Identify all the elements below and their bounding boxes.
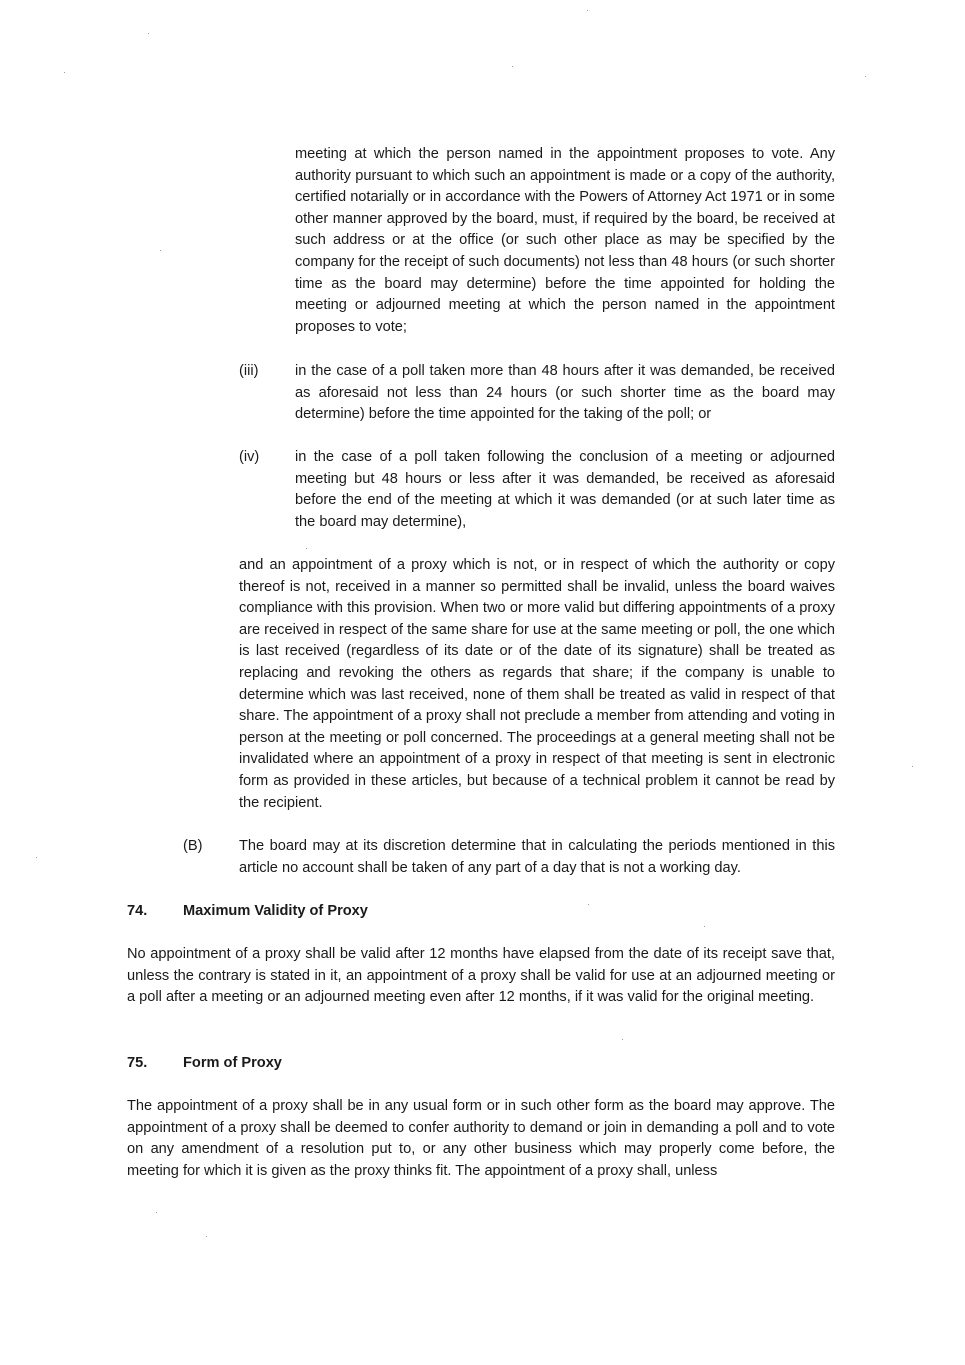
sub-clause-text-b: The board may at its discretion determine that in calculating the periods mentioned in this article no account shall be taken of any part of a day that is not a working day. (239, 838, 835, 876)
section-75-title: Form of Proxy (183, 1055, 282, 1071)
item-text-iv: in the case of a poll taken following the conclusion of a meeting or adjourned meeting but 48 hours or less after it was demanded, be received as aforesaid before the end of the meeting at which it was demanded (or at such later time as the board may determine), (295, 449, 835, 530)
scan-speck (622, 1039, 623, 1040)
scan-speck (160, 250, 161, 251)
closing-paragraph: and an appointment of a proxy which is not, or in respect of which the authority or copy thereof is not, received in a manner so permitted shall be invalid, unless the board waives compliance with this provision. When two or more valid but differing appointments of a proxy are received in respect of the same share for use at the same meeting or poll, the one which is last received (regardless of its date or of the date of its signature) shall be treated as replacing and revoking the others as regards that share; if the company is unable to determine which was last received, none of them shall be treated as valid in respect of that share. The appointment of a proxy shall not preclude a member from attending and voting in person at the meeting or poll concerned. The proceedings at a general meeting shall not be invalidated where an appointment of a proxy in respect of that meeting is sent in electronic form as provided in these articles, but because of a technical problem it cannot be read by the recipient. (239, 557, 835, 811)
section-75-number: 75. (127, 1055, 148, 1071)
section-74-number: 74. (127, 903, 148, 919)
item-label-iv: (iv) (239, 449, 260, 465)
scan-speck (36, 857, 37, 858)
scan-speck (306, 548, 307, 549)
scan-speck (865, 76, 866, 77)
continuation-paragraph: meeting at which the person named in the appointment proposes to vote. Any authority pursuant to which such an appointment is made or a copy of the authority, certified notarially or in accordance with the Powers of Attorney Act 1971 or in some other manner approved by the board, must, if required by the board, be received at such address or at the office (or such other place as may be specified by the company for the receipt of such documents) not less than 48 hours (or such shorter time as the board may determine) before the time appointed for holding the meeting or adjourned meeting at which the person named in the appointment proposes to vote; (295, 146, 835, 335)
scan-speck (148, 33, 149, 34)
scan-speck (156, 1212, 157, 1213)
section-74-body: No appointment of a proxy shall be valid after 12 months have elapsed from the date of its receipt save that, unless the contrary is stated in it, an appointment of a proxy shall be valid for use at an adjourned meeting or a poll after a meeting or an adjourned meeting even after 12 months, if it was valid for the original meeting. (127, 946, 835, 1006)
scan-speck (64, 72, 65, 73)
item-label-iii: (iii) (239, 363, 259, 379)
item-text-iii: in the case of a poll taken more than 48 hours after it was demanded, be received as aforesaid not less than 24 hours (or such shorter time as the board may determine) before the time appointed for the taking of the poll; or (295, 363, 835, 423)
scan-speck (704, 926, 705, 927)
scan-speck (912, 766, 913, 767)
scan-speck (206, 1236, 207, 1237)
section-75-body: The appointment of a proxy shall be in any usual form or in such other form as the board may approve. The appointment of a proxy shall be deemed to confer authority to demand or join in demanding a poll and to vote on any amendment of a resolution put to, or any other business which may properly come before, the meeting for which it is given as the proxy thinks fit. The appointment of a proxy shall, unless (127, 1098, 835, 1179)
scan-speck (588, 904, 589, 905)
scan-speck (587, 10, 588, 11)
sub-clause-label-b: (B) (183, 838, 203, 854)
section-74-title: Maximum Validity of Proxy (183, 903, 368, 919)
scan-speck (512, 66, 513, 67)
